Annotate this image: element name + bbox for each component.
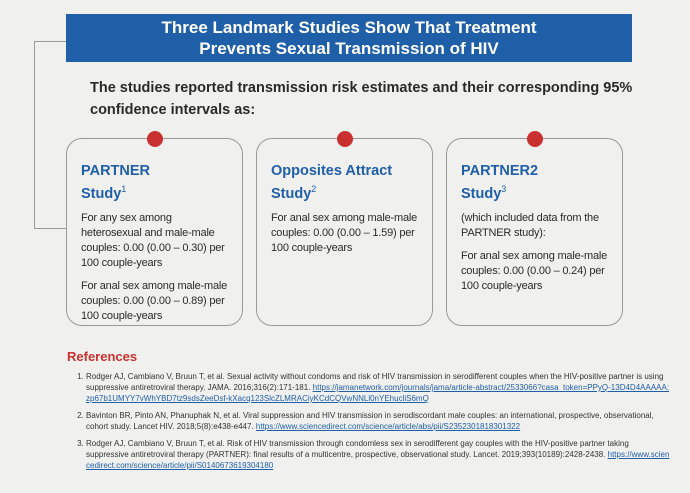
study-paragraph: For anal sex among male-male couples: 0.00 (0.00 – 0.24) per 100 couple-years [461,249,608,292]
red-dot-marker [147,131,163,147]
title-line-2: Prevents Sexual Transmission of HIV [199,39,499,58]
title-line-1: Three Landmark Studies Show That Treatment [161,18,537,37]
intro-text: The studies reported transmission risk estimates and their corresponding 95% confidence intervals as: [90,80,633,118]
reference-link[interactable]: https://www.sciencedirect.com/science/article/pii/S0140673619304180 [86,450,670,470]
study-title: Opposites Attract Study$^2$ [271,163,393,202]
reference-link[interactable]: https://www.sciencedirect.com/science/article/abs/pii/S2352301818301322 [255,422,521,431]
reference-item: 2. Bavinton BR, Pinto AN, Phanuphak N, et al. Viral suppression and HIV transmission in serodiscordant male couples: an international, prospective, observational, cohort study. Lancet HIV. 2018;5(8):e438-e447. https://www.sciencedirect.com/science/article/abs/pii/S2352301818301322 [86,410,671,432]
title-banner [66,14,632,62]
study-title: PARTNER Study$^1$ [81,163,151,202]
red-dot-marker [337,131,353,147]
study-paragraph: For any sex among heterosexual and male-male couples: 0.00 (0.00 – 0.30) per 100 couple-years [81,211,225,269]
reference-link[interactable]: https://jamanetwork.com/journals/jama/article-abstract/2533066?casa_token=PPyQ-13D4D4AAAAA:zp67b1UMYY7vWhYBD7tz9sdsZeeDsf-kXacq123SlcZLMRACiyKCdCQVwNNLl0nYEhucliS6mQ [86,383,670,403]
reference-item: 3. Rodger AJ, Cambiano V, Bruun T, et al. Risk of HIV transmission through condomless sex in serodifferent gay couples with the HIV-positive partner taking suppressive antiretroviral therapy (PARTNER): final results of a multicentre, prospective, observational study. Lancet. 2019;393(10189):2428-2438. https://www.sciencedirect.com/science/article/pii/S0140673619304180 [86,438,671,471]
study-title: PARTNER2 Study$^3$ [461,163,539,202]
bracket-connector [34,41,67,229]
study-card-opposites-attract [256,138,433,326]
references-heading: References [67,349,138,364]
study-card-partner2 [446,138,623,326]
study-paragraph: For anal sex among male-male couples: 0.00 (0.00 – 1.59) per 100 couple-years [271,211,418,254]
references-list [67,371,671,477]
reference-item: 1. Rodger AJ, Cambiano V, Bruun T, et al. Sexual activity without condoms and risk of HIV transmission in serodifferent couples when the HIV-positive partner is using suppressive antiretroviral therapy. JAMA. 2016;316(2):171-181. https://jamanetwork.com/journals/jama/article-abstract/2533066?casa_token=PPyQ-13D4D4AAAAA:zp67b1UMYY7vWhYBD7tz9sdsZeeDsf-kXacq123SlcZLMRACiyKCdCQVwNNLl0nYEhucliS6mQ [86,371,671,404]
study-paragraph: (which included data from the PARTNER study): [461,211,599,239]
study-paragraph: For anal sex among male-male couples: 0.00 (0.00 – 0.89) per 100 couple-years [81,279,228,322]
red-dot-marker [527,131,543,147]
study-card-partner [66,138,243,326]
